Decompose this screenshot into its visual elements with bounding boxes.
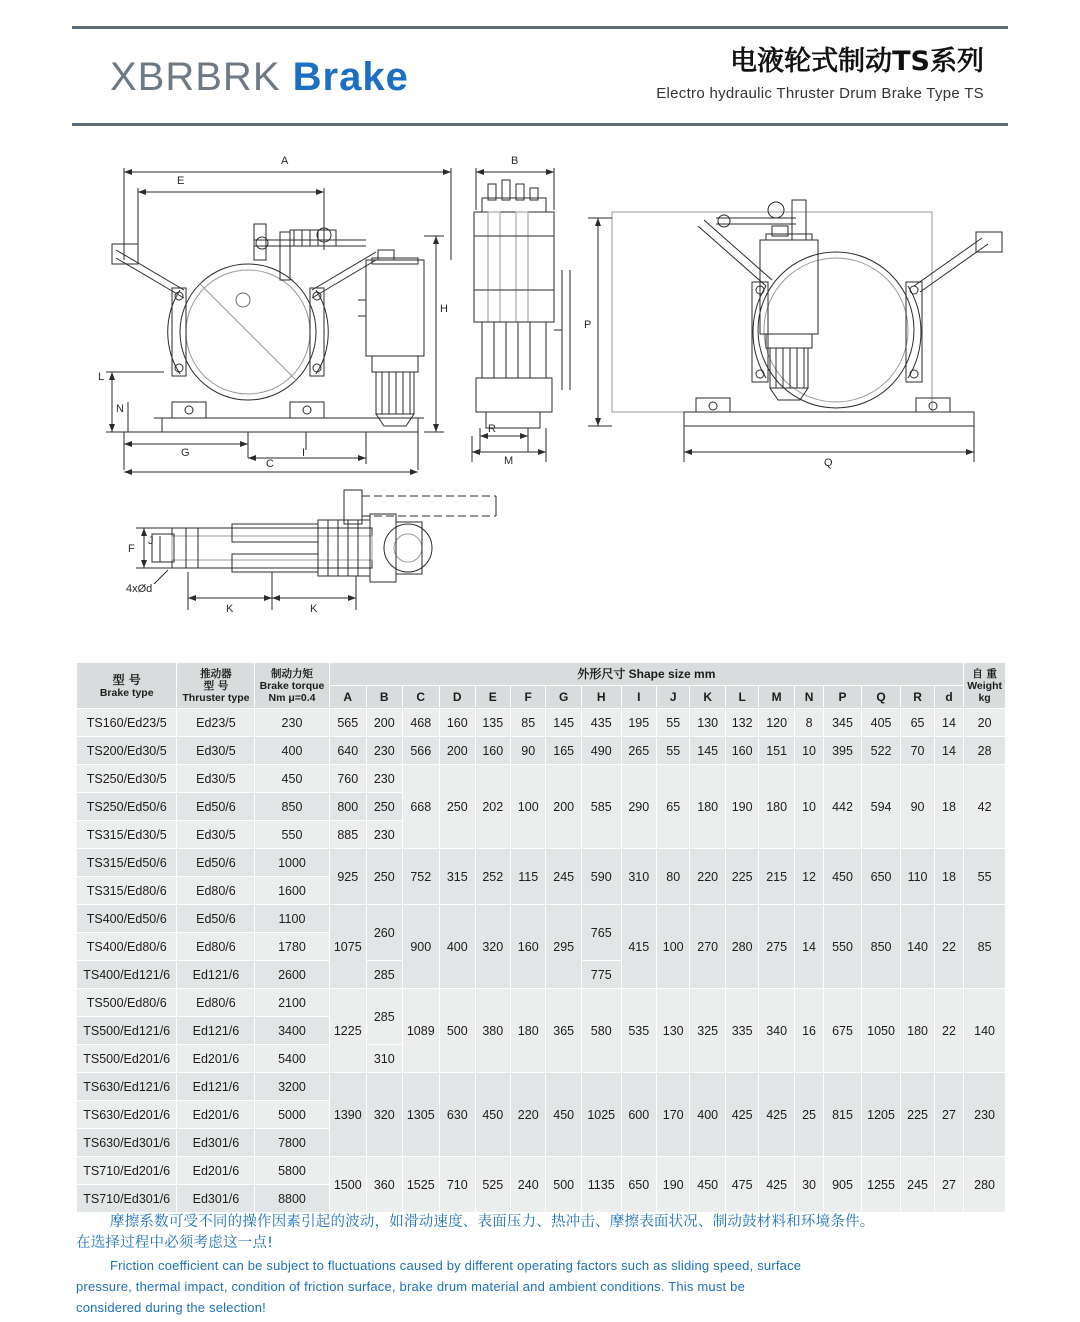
cell-dim-M: 180 (759, 765, 794, 849)
col-dim-K: K (690, 686, 725, 709)
cell-brake-torque: 1780 (255, 933, 329, 961)
cell-dim-W: 230 (964, 1073, 1006, 1157)
svg-text:I: I (302, 447, 306, 459)
cell-dim-Q: 594 (861, 765, 901, 849)
cell-dim-L: 225 (725, 849, 758, 905)
cell-dim-C: 1089 (402, 989, 440, 1073)
note-en-line1: Friction coefficient can be subject to fluctuations caused by different operating factors such as sliding speed, surface (110, 1258, 802, 1273)
table-row (77, 765, 1006, 793)
cell-brake-torque: 550 (255, 821, 329, 849)
cell-dim-A: 1225 (329, 989, 367, 1073)
cell-dim-B: 200 (367, 709, 402, 737)
table-row (77, 737, 1006, 765)
cell-dim-I: 535 (621, 989, 656, 1073)
cell-brake-torque: 2100 (255, 989, 329, 1017)
technical-drawing (76, 140, 1006, 640)
cell-dim-C: 668 (402, 765, 440, 849)
cell-thruster-type: Ed80/6 (177, 933, 255, 961)
svg-text:M: M (504, 455, 514, 467)
cell-dim-N: 10 (794, 737, 823, 765)
brand-logo (110, 55, 409, 100)
cell-dim-R: 225 (901, 1073, 934, 1157)
cell-dim-d: 27 (934, 1157, 963, 1213)
page-title-cn: 电液轮式制动TS系列 (730, 46, 984, 77)
cell-dim-N: 8 (794, 709, 823, 737)
cell-dim-M: 340 (759, 989, 794, 1073)
svg-text:J: J (148, 535, 154, 547)
cell-brake-type: TS500/Ed201/6 (77, 1045, 177, 1073)
cell-dim-A: 565 (329, 709, 367, 737)
cell-dim-P: 450 (824, 849, 862, 905)
svg-text:C: C (266, 458, 274, 470)
cell-brake-torque: 5000 (255, 1101, 329, 1129)
cell-dim-E: 320 (475, 905, 510, 989)
col-dim-F: F (510, 686, 545, 709)
cell-dim-E: 525 (475, 1157, 510, 1213)
cell-brake-torque: 2600 (255, 961, 329, 989)
cell-dim-A: 1075 (329, 905, 367, 989)
table-head (77, 663, 1006, 709)
page-title (656, 45, 984, 102)
cell-dim-F: 85 (510, 709, 545, 737)
cell-brake-torque: 400 (255, 737, 329, 765)
cell-dim-A: 1500 (329, 1157, 367, 1213)
cell-dim-d: 27 (934, 1073, 963, 1157)
cell-dim-B: 230 (367, 821, 402, 849)
col-dim-L: L (725, 686, 758, 709)
col-dim-I: I (621, 686, 656, 709)
brand-name-primary: XBRBRK (110, 55, 281, 99)
cell-dim-L: 132 (725, 709, 758, 737)
cell-thruster-type: Ed80/6 (177, 989, 255, 1017)
table-row (77, 905, 1006, 933)
cell-thruster-type: Ed50/6 (177, 793, 255, 821)
cell-dim-W: 28 (964, 737, 1006, 765)
cell-dim-W: 42 (964, 765, 1006, 849)
svg-text:K: K (226, 603, 234, 615)
cell-thruster-type: Ed301/6 (177, 1185, 255, 1213)
cell-thruster-type: Ed30/5 (177, 821, 255, 849)
cell-brake-torque: 230 (255, 709, 329, 737)
cell-dim-J: 130 (656, 989, 689, 1073)
cell-dim-B: 250 (367, 849, 402, 905)
brand-name-secondary: Brake (292, 55, 409, 99)
cell-dim-K: 400 (690, 1073, 725, 1157)
svg-text:B: B (511, 155, 519, 167)
cell-brake-torque: 3200 (255, 1073, 329, 1101)
svg-text:F: F (128, 543, 135, 555)
svg-text:A: A (281, 155, 289, 167)
cell-dim-K: 145 (690, 737, 725, 765)
col-dim-H: H (581, 686, 621, 709)
cell-dim-J: 55 (656, 737, 689, 765)
cell-dim-D: 710 (440, 1157, 475, 1213)
cell-dim-W: 20 (964, 709, 1006, 737)
page-title-en: Electro hydraulic Thruster Drum Brake Type TS (656, 85, 984, 102)
cell-dim-N: 16 (794, 989, 823, 1073)
cell-dim-I: 415 (621, 905, 656, 989)
cell-dim-H: 490 (581, 737, 621, 765)
cell-dim-J: 65 (656, 765, 689, 849)
table-row (77, 1073, 1006, 1101)
footer-note (76, 1212, 1012, 1317)
table-row (77, 709, 1006, 737)
cell-brake-type: TS400/Ed50/6 (77, 905, 177, 933)
cell-dim-L: 335 (725, 989, 758, 1073)
cell-brake-torque: 450 (255, 765, 329, 793)
cell-dim-Q: 522 (861, 737, 901, 765)
note-en-line3: considered during the selection! (76, 1300, 266, 1315)
cell-dim-J: 55 (656, 709, 689, 737)
svg-text:Q: Q (824, 457, 833, 469)
cell-thruster-type: Ed30/5 (177, 765, 255, 793)
cell-dim-B: 285 (367, 961, 402, 989)
cell-dim-P: 550 (824, 905, 862, 989)
col-dim-N: N (794, 686, 823, 709)
cell-dim-I: 195 (621, 709, 656, 737)
cell-dim-N: 30 (794, 1157, 823, 1213)
cell-thruster-type: Ed201/6 (177, 1101, 255, 1129)
cell-brake-torque: 850 (255, 793, 329, 821)
cell-brake-type: TS500/Ed80/6 (77, 989, 177, 1017)
table-row (77, 849, 1006, 877)
cell-brake-type: TS250/Ed50/6 (77, 793, 177, 821)
cell-dim-M: 215 (759, 849, 794, 905)
note-cn-line1: 摩擦系数可受不同的操作因素引起的波动，如滑动速度、表面压力、热冲击、摩擦表面状况、制动鼓材料和环境条件。 (110, 1214, 875, 1230)
cell-dim-D: 630 (440, 1073, 475, 1157)
cell-dim-L: 160 (725, 737, 758, 765)
cell-dim-d: 22 (934, 905, 963, 989)
cell-thruster-type: Ed30/5 (177, 737, 255, 765)
cell-dim-I: 265 (621, 737, 656, 765)
col-brake-torque: 制动力矩 Brake torque Nm μ=0.4 (255, 663, 329, 709)
cell-dim-Q: 650 (861, 849, 901, 905)
cell-dim-H: 580 (581, 989, 621, 1073)
cell-dim-B: 285 (367, 989, 402, 1045)
cell-thruster-type: Ed121/6 (177, 1017, 255, 1045)
table-row (77, 1157, 1006, 1185)
cell-dim-G: 295 (546, 905, 581, 989)
svg-text:P: P (584, 319, 592, 331)
cell-dim-C: 900 (402, 905, 440, 989)
cell-dim-d: 18 (934, 849, 963, 905)
table-header-row-1 (77, 663, 1006, 686)
cell-dim-A: 885 (329, 821, 367, 849)
cell-dim-P: 395 (824, 737, 862, 765)
cell-dim-L: 280 (725, 905, 758, 989)
cell-dim-P: 815 (824, 1073, 862, 1157)
cell-brake-type: TS710/Ed201/6 (77, 1157, 177, 1185)
cell-dim-I: 650 (621, 1157, 656, 1213)
cell-dim-J: 80 (656, 849, 689, 905)
cell-brake-torque: 5400 (255, 1045, 329, 1073)
cell-dim-E: 450 (475, 1073, 510, 1157)
cell-thruster-type: Ed301/6 (177, 1129, 255, 1157)
cell-dim-A: 1390 (329, 1073, 367, 1157)
cell-dim-B: 230 (367, 737, 402, 765)
cell-dim-E: 252 (475, 849, 510, 905)
cell-dim-Q: 1050 (861, 989, 901, 1073)
cell-dim-P: 905 (824, 1157, 862, 1213)
cell-dim-R: 140 (901, 905, 934, 989)
cell-dim-K: 450 (690, 1157, 725, 1213)
cell-dim-C: 1525 (402, 1157, 440, 1213)
cell-brake-torque: 7800 (255, 1129, 329, 1157)
cell-dim-G: 145 (546, 709, 581, 737)
cell-dim-A: 760 (329, 765, 367, 793)
page-header (72, 26, 1008, 126)
col-brake-type: 型 号 Brake type (77, 663, 177, 709)
cell-dim-R: 110 (901, 849, 934, 905)
svg-text:H: H (440, 303, 448, 315)
cell-brake-type: TS315/Ed50/6 (77, 849, 177, 877)
drawing-svg (76, 140, 1006, 640)
cell-dim-A: 640 (329, 737, 367, 765)
cell-brake-type: TS315/Ed30/5 (77, 821, 177, 849)
cell-dim-K: 325 (690, 989, 725, 1073)
col-dim-G: G (546, 686, 581, 709)
cell-dim-R: 65 (901, 709, 934, 737)
cell-dim-H: 1025 (581, 1073, 621, 1157)
cell-brake-torque: 3400 (255, 1017, 329, 1045)
col-dim-d: d (934, 686, 963, 709)
svg-text:4xØd: 4xØd (126, 583, 153, 595)
cell-thruster-type: Ed201/6 (177, 1157, 255, 1185)
cell-dim-N: 25 (794, 1073, 823, 1157)
cell-brake-type: TS500/Ed121/6 (77, 1017, 177, 1045)
cell-dim-F: 220 (510, 1073, 545, 1157)
cell-dim-J: 190 (656, 1157, 689, 1213)
cell-dim-N: 10 (794, 765, 823, 849)
cell-brake-torque: 5800 (255, 1157, 329, 1185)
cell-dim-Q: 1205 (861, 1073, 901, 1157)
cell-dim-B: 360 (367, 1157, 402, 1213)
cell-dim-F: 115 (510, 849, 545, 905)
col-shape-size: 外形尺寸 Shape size mm (329, 663, 964, 686)
cell-dim-L: 190 (725, 765, 758, 849)
cell-dim-R: 90 (901, 765, 934, 849)
cell-dim-H: 435 (581, 709, 621, 737)
cell-dim-K: 220 (690, 849, 725, 905)
cell-dim-I: 290 (621, 765, 656, 849)
cell-brake-type: TS630/Ed201/6 (77, 1101, 177, 1129)
cell-dim-I: 310 (621, 849, 656, 905)
col-dim-C: C (402, 686, 440, 709)
svg-text:N: N (116, 403, 124, 415)
cell-dim-M: 275 (759, 905, 794, 989)
col-thruster-type: 推动器 型 号 Thruster type (177, 663, 255, 709)
cell-thruster-type: Ed121/6 (177, 1073, 255, 1101)
cell-dim-N: 14 (794, 905, 823, 989)
spec-table (76, 662, 1006, 1213)
cell-brake-type: TS710/Ed301/6 (77, 1185, 177, 1213)
note-cn-line2: 在选择过程中必须考虑这一点! (76, 1235, 274, 1251)
cell-dim-D: 250 (440, 765, 475, 849)
cell-dim-P: 345 (824, 709, 862, 737)
svg-text:R: R (488, 423, 496, 435)
cell-dim-F: 90 (510, 737, 545, 765)
col-dim-B: B (367, 686, 402, 709)
cell-dim-M: 425 (759, 1157, 794, 1213)
cell-dim-G: 500 (546, 1157, 581, 1213)
col-dim-R: R (901, 686, 934, 709)
cell-dim-P: 675 (824, 989, 862, 1073)
svg-text:G: G (181, 447, 190, 459)
svg-text:L: L (98, 371, 105, 383)
cell-dim-d: 22 (934, 989, 963, 1073)
cell-dim-A: 925 (329, 849, 367, 905)
cell-dim-J: 170 (656, 1073, 689, 1157)
cell-dim-W: 85 (964, 905, 1006, 989)
cell-dim-H: 585 (581, 765, 621, 849)
cell-dim-C: 1305 (402, 1073, 440, 1157)
col-dim-Q: Q (861, 686, 901, 709)
cell-dim-D: 315 (440, 849, 475, 905)
cell-dim-L: 475 (725, 1157, 758, 1213)
cell-brake-torque: 1600 (255, 877, 329, 905)
col-dim-D: D (440, 686, 475, 709)
cell-dim-d: 14 (934, 709, 963, 737)
cell-dim-D: 400 (440, 905, 475, 989)
cell-dim-H: 590 (581, 849, 621, 905)
cell-dim-C: 752 (402, 849, 440, 905)
cell-brake-torque: 1000 (255, 849, 329, 877)
cell-dim-G: 200 (546, 765, 581, 849)
cell-dim-M: 425 (759, 1073, 794, 1157)
col-dim-E: E (475, 686, 510, 709)
cell-dim-A: 800 (329, 793, 367, 821)
cell-dim-C: 566 (402, 737, 440, 765)
cell-dim-B: 230 (367, 765, 402, 793)
cell-dim-E: 135 (475, 709, 510, 737)
cell-brake-type: TS400/Ed80/6 (77, 933, 177, 961)
cell-brake-type: TS630/Ed301/6 (77, 1129, 177, 1157)
col-dim-A: A (329, 686, 367, 709)
specification-table (76, 662, 1006, 1213)
cell-dim-G: 365 (546, 989, 581, 1073)
cell-dim-H: 775 (581, 961, 621, 989)
cell-dim-K: 130 (690, 709, 725, 737)
cell-dim-B: 260 (367, 905, 402, 961)
cell-dim-C: 468 (402, 709, 440, 737)
cell-dim-M: 120 (759, 709, 794, 737)
cell-dim-D: 200 (440, 737, 475, 765)
table-body (77, 709, 1006, 1213)
cell-dim-K: 180 (690, 765, 725, 849)
svg-text:E: E (177, 175, 185, 187)
col-weight: 自 重 Weight kg (964, 663, 1006, 709)
svg-text:K: K (310, 603, 318, 615)
cell-brake-torque: 8800 (255, 1185, 329, 1213)
col-dim-M: M (759, 686, 794, 709)
cell-dim-F: 100 (510, 765, 545, 849)
cell-dim-Q: 850 (861, 905, 901, 989)
cell-dim-F: 240 (510, 1157, 545, 1213)
cell-dim-Q: 1255 (861, 1157, 901, 1213)
col-dim-J: J (656, 686, 689, 709)
cell-dim-J: 100 (656, 905, 689, 989)
cell-thruster-type: Ed121/6 (177, 961, 255, 989)
cell-dim-I: 600 (621, 1073, 656, 1157)
cell-brake-torque: 1100 (255, 905, 329, 933)
cell-dim-d: 14 (934, 737, 963, 765)
cell-dim-P: 442 (824, 765, 862, 849)
cell-brake-type: TS630/Ed121/6 (77, 1073, 177, 1101)
cell-dim-R: 180 (901, 989, 934, 1073)
cell-thruster-type: Ed23/5 (177, 709, 255, 737)
cell-dim-K: 270 (690, 905, 725, 989)
cell-dim-B: 250 (367, 793, 402, 821)
col-dim-P: P (824, 686, 862, 709)
cell-dim-E: 202 (475, 765, 510, 849)
cell-brake-type: TS315/Ed80/6 (77, 877, 177, 905)
cell-dim-E: 160 (475, 737, 510, 765)
cell-dim-L: 425 (725, 1073, 758, 1157)
cell-dim-R: 245 (901, 1157, 934, 1213)
note-en-line2: pressure, thermal impact, condition of friction surface, brake drum material and ambient conditions. This must be (76, 1279, 746, 1294)
table-row (77, 989, 1006, 1017)
cell-dim-G: 450 (546, 1073, 581, 1157)
cell-dim-G: 245 (546, 849, 581, 905)
cell-dim-B: 310 (367, 1045, 402, 1073)
cell-dim-E: 380 (475, 989, 510, 1073)
cell-thruster-type: Ed50/6 (177, 905, 255, 933)
cell-thruster-type: Ed80/6 (177, 877, 255, 905)
cell-dim-B: 320 (367, 1073, 402, 1157)
cell-dim-M: 151 (759, 737, 794, 765)
cell-dim-F: 160 (510, 905, 545, 989)
cell-dim-Q: 405 (861, 709, 901, 737)
cell-dim-d: 18 (934, 765, 963, 849)
cell-dim-D: 500 (440, 989, 475, 1073)
cell-dim-W: 55 (964, 849, 1006, 905)
cell-dim-D: 160 (440, 709, 475, 737)
cell-thruster-type: Ed201/6 (177, 1045, 255, 1073)
cell-dim-R: 70 (901, 737, 934, 765)
cell-dim-H: 765 (581, 905, 621, 961)
cell-brake-type: TS400/Ed121/6 (77, 961, 177, 989)
cell-dim-N: 12 (794, 849, 823, 905)
cell-dim-G: 165 (546, 737, 581, 765)
cell-dim-H: 1135 (581, 1157, 621, 1213)
cell-dim-W: 280 (964, 1157, 1006, 1213)
cell-brake-type: TS200/Ed30/5 (77, 737, 177, 765)
cell-dim-F: 180 (510, 989, 545, 1073)
cell-thruster-type: Ed50/6 (177, 849, 255, 877)
cell-brake-type: TS160/Ed23/5 (77, 709, 177, 737)
cell-brake-type: TS250/Ed30/5 (77, 765, 177, 793)
cell-dim-W: 140 (964, 989, 1006, 1073)
